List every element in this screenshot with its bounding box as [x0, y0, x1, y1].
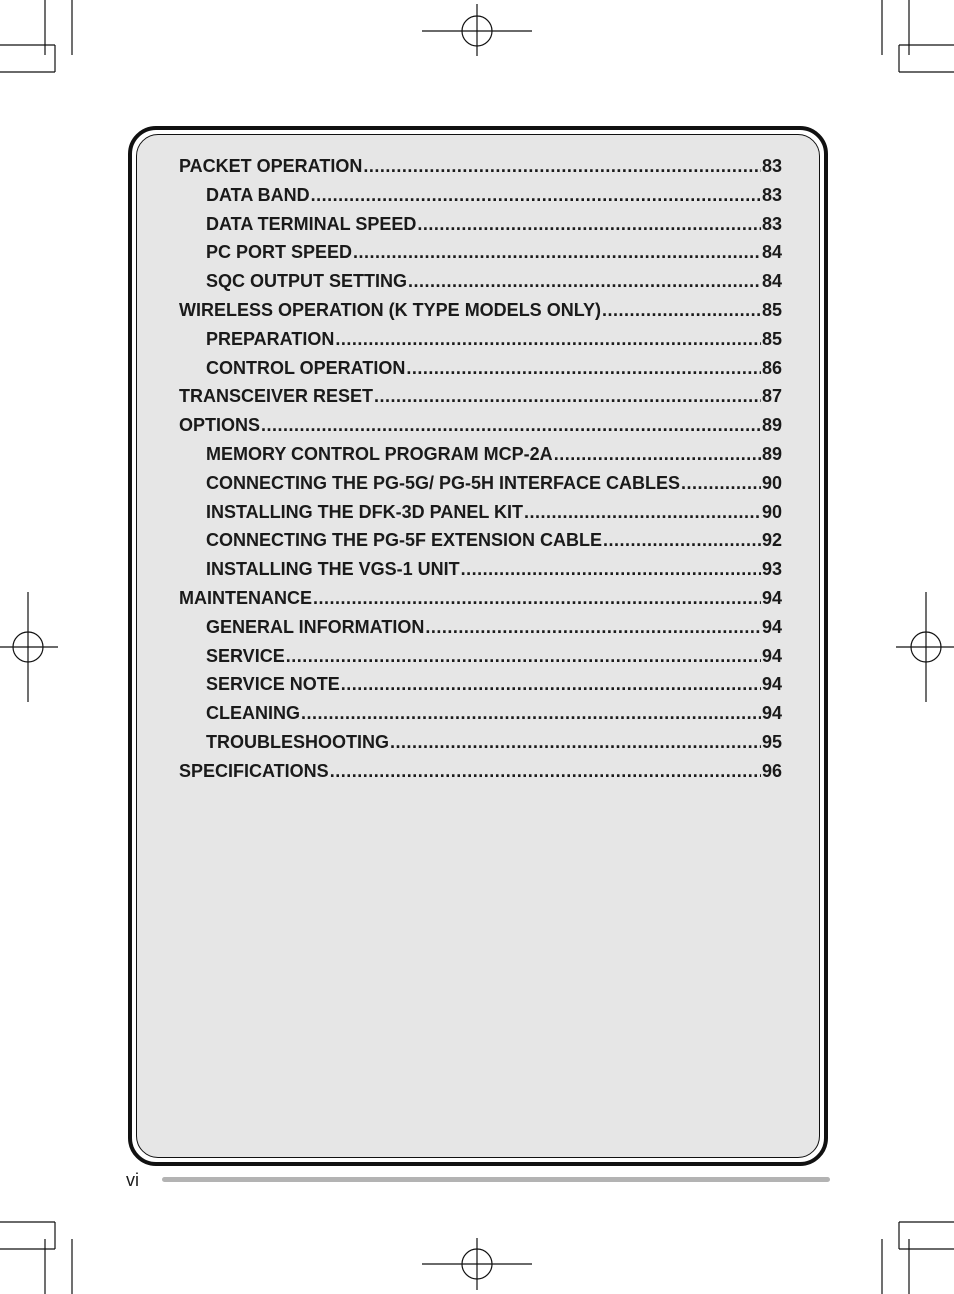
toc-entry-page: 90 [761, 501, 782, 522]
toc-entry-page: 84 [761, 242, 782, 263]
toc-entry-title: WIRELESS OPERATION (K TYPE MODELS ONLY) [179, 299, 602, 320]
toc-dot-leader [524, 498, 761, 527]
toc-entry[interactable] [179, 699, 782, 728]
toc-entry-page: 89 [761, 443, 782, 464]
toc-dot-leader [330, 757, 761, 786]
toc-entry-title: CLEANING [206, 703, 300, 724]
toc-entry-title: SERVICE [206, 645, 285, 666]
toc-dot-leader [374, 382, 761, 411]
toc-entry-title: CONNECTING THE PG-5G/ PG-5H INTERFACE CABLES [206, 472, 681, 493]
toc-entry-page: 87 [761, 386, 782, 407]
toc-dot-leader [602, 296, 761, 325]
toc-entry-page: 94 [761, 645, 782, 666]
registration-mark-right [896, 592, 954, 702]
toc-entry-title: PACKET OPERATION [179, 156, 363, 176]
toc-entry-title: INSTALLING THE DFK-3D PANEL KIT [206, 501, 523, 522]
toc-entry-page: 94 [761, 703, 782, 724]
toc-entry-title: GENERAL INFORMATION [206, 616, 425, 637]
toc-entry-title: SQC OUTPUT SETTING [206, 271, 408, 292]
toc-entry[interactable] [179, 526, 782, 555]
toc-entry-page: 84 [761, 271, 782, 292]
toc-entry[interactable] [179, 584, 782, 613]
toc-entry[interactable] [179, 238, 782, 267]
toc-entry[interactable] [179, 181, 782, 210]
toc-dot-leader [286, 642, 761, 671]
toc-entry-page: 83 [761, 156, 782, 176]
toc-dot-leader [461, 555, 761, 584]
toc-entry[interactable] [179, 382, 782, 411]
toc-entry-page: 92 [761, 530, 782, 551]
toc-entry[interactable] [179, 613, 782, 642]
toc-entry-page: 89 [761, 415, 782, 436]
registration-mark-left [0, 592, 58, 702]
page-number: vi [126, 1170, 139, 1190]
toc-entry[interactable] [179, 469, 782, 498]
toc-dot-leader [406, 354, 761, 383]
registration-mark-bottom [422, 1238, 532, 1290]
toc-dot-leader [390, 728, 761, 757]
toc-entry-title: TROUBLESHOOTING [206, 731, 389, 752]
toc-dot-leader [313, 584, 761, 613]
footer-rule [162, 1177, 830, 1182]
toc-entry[interactable] [179, 670, 782, 699]
toc-entry-page: 93 [761, 559, 782, 580]
toc-entry-title: TRANSCEIVER RESET [179, 386, 374, 407]
toc-entry[interactable] [179, 728, 782, 757]
toc-entry-title: PREPARATION [206, 328, 335, 349]
toc-entry-title: INSTALLING THE VGS-1 UNIT [206, 559, 460, 580]
toc-entry-title: CONNECTING THE PG-5F EXTENSION CABLE [206, 530, 603, 551]
crop-mark-bottom-left [0, 1222, 72, 1294]
toc-entry-page: 83 [761, 213, 782, 234]
toc-entry[interactable] [179, 210, 782, 239]
toc-entry[interactable] [179, 267, 782, 296]
toc-dot-leader [341, 670, 761, 699]
toc-entry-page: 94 [761, 587, 782, 608]
toc-entry-title: MEMORY CONTROL PROGRAM MCP-2A [206, 443, 553, 464]
toc-entry[interactable] [179, 325, 782, 354]
toc-entry-title: MAINTENANCE [179, 587, 312, 608]
toc-entry[interactable] [179, 642, 782, 671]
toc-entry-title: DATA TERMINAL SPEED [206, 213, 417, 234]
toc-entry-page: 95 [761, 731, 782, 752]
toc-entry-title: CONTROL OPERATION [206, 357, 406, 378]
toc-dot-leader [353, 238, 761, 267]
toc-entry-page: 85 [761, 299, 782, 320]
toc-dot-leader [261, 411, 761, 440]
crop-mark-bottom-right [882, 1222, 954, 1294]
toc-entry[interactable] [179, 757, 782, 786]
toc-entry-title: OPTIONS [179, 415, 261, 436]
toc-dot-leader [554, 440, 761, 469]
toc-dot-leader [417, 210, 761, 239]
toc-dot-leader [335, 325, 761, 354]
toc-entry-page: 83 [761, 184, 782, 205]
toc-dot-leader [603, 526, 761, 555]
toc-dot-leader [311, 181, 761, 210]
toc-entry[interactable] [179, 498, 782, 527]
toc-entry-page: 94 [761, 674, 782, 695]
toc-entry-title: SPECIFICATIONS [179, 760, 329, 781]
toc-entry[interactable] [179, 152, 782, 181]
toc-entry[interactable] [179, 440, 782, 469]
toc-dot-leader [408, 267, 761, 296]
toc-entry[interactable] [179, 296, 782, 325]
toc-dot-leader [301, 699, 761, 728]
toc-entry-title: PC PORT SPEED [206, 242, 353, 263]
toc-dot-leader [363, 152, 761, 181]
toc-entry-page: 90 [761, 472, 782, 493]
registration-mark-top [422, 4, 532, 56]
toc-dot-leader [681, 469, 761, 498]
table-of-contents [179, 152, 782, 786]
toc-entry-page: 94 [761, 616, 782, 637]
toc-entry[interactable] [179, 411, 782, 440]
toc-entry[interactable] [179, 354, 782, 383]
toc-entry-page: 85 [761, 328, 782, 349]
toc-entry-title: DATA BAND [206, 184, 310, 205]
crop-mark-top-left [0, 0, 72, 72]
toc-entry-page: 86 [761, 357, 782, 378]
toc-entry[interactable] [179, 555, 782, 584]
toc-dot-leader [425, 613, 761, 642]
toc-entry-page: 96 [761, 760, 782, 781]
toc-entry-title: SERVICE NOTE [206, 674, 340, 695]
crop-mark-top-right [882, 0, 954, 72]
